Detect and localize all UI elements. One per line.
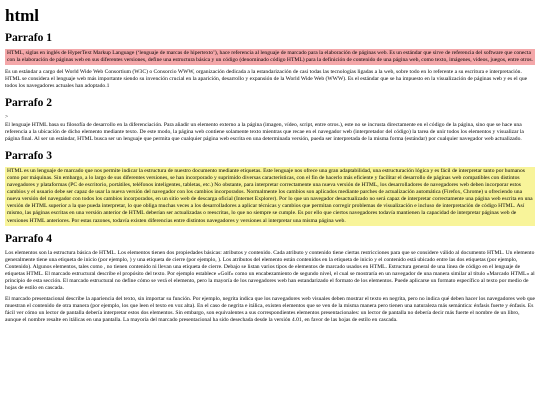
section-paragraph: El marcado presentacional describe la apariencia del texto, sin importar su función. Por ejemplo, negrita indica que los navegadores web visuales deben mostrar el texto en negrita, pero no indica qué deben hacer los navegadores web que muestran el contenido de otra manera (por ejemplo, los que leen el texto en voz alta). En el caso de negrita e itálica, existen elementos que se ven de la misma manera pero tienen una naturaleza más semántica: énfasis fuerte y énfasis. Es fácil ver cómo un lector de pantalla debería interpretar estos dos elementos. Sin embargo, son equivalentes a sus correspondientes elementos presentacionales: un lector de pantalla no debería decir más fuerte el nombre de un libro, aunque el nombre resalte en itálicas en una pantalla. La mayoría del marcado presentacional ha sido desechada desde la versión 4.01, en favor de las hojas de estilo en cascada. [5,296,535,324]
section-paragraph: Es un estándar a cargo del World Wide Web Consortium (W3C) o Consorcio WWW, organización dedicada a la estandarización de casi todas las tecnologías ligadas a la web, sobre todo en lo referente a su escritura e interpretación. HTML se considera el lenguaje web más importante siendo su invención crucial en la aparición, desarrollo y expansión de la World Wide Web (WWW). Es el estándar que se ha impuesto en la visualización de páginas web y es el que todos los navegadores actuales han adoptado.1 [5,69,528,90]
section-parrafo-2 [5,96,535,142]
section-paragraph: El lenguaje HTML basa su filosofía de desarrollo en la diferenciación. Para añadir un elemento externo a la página (imagen, vídeo, script, entre otros.), este no se incrusta directamente en el código de la página, sino que se hace una referencia a la ubicación de dicho elemento mediante texto. De este modo, la página web contiene solamente texto mientras que recae en el navegador web (interpretador del código) la tarea de unir todos los elementos y visualizar la página final. Al ser un estándar, HTML busca ser un lenguaje que permita que cualquier página web escrita en una determinada versión, pueda ser interpretada de la misma forma (estándar) por cualquier navegador web actualizado. [5,121,524,142]
section-paragraph-highlighted: HTML es un lenguaje de marcado que nos permite indicar la estructura de nuestro documento mediante etiquetas. Este lenguaje nos ofrece una gran adaptabilidad, una estructuración lógica y es fácil de interpretar tanto por humanos como por máquinas. Sin embargo, a lo largo de sus diferentes versiones, se han incorporado y suprimido diversas características, con el fin de hacerlo más eficiente y facilitar el desarrollo de páginas web compatibles con distintos navegadores y plataformas (PC de escritorio, portátiles, teléfonos inteligentes, tabletas, etc.) No obstante, para interpretar correctamente una nueva versión de HTML, los desarrolladores de navegadores web deben incorporar estos cambios y el usuario debe ser capaz de usar la nueva versión del navegador con los cambios incorporados. Normalmente los cambios son aplicados mediante parches de actualización automática (Firefox, Chrome) u ofreciendo una nueva versión del navegador con todos los cambios incorporados, en un sitio web de descarga oficial (Internet Explorer). Por lo que un navegador desactualizado no será capaz de interpretar correctamente una página web escrita en una versión de HTML superior a la que pueda interpretar, lo que obliga muchas veces a los desarrolladores a aplicar técnicas y cambios que permitan corregir problemas de visualización e incluso de interpretación de código HTML. Así mismo, las páginas escritas en una versión anterior de HTML deberían ser actualizadas o reescritas, lo que no siempre se cumple. Es por ello que ciertos navegadores todavía mantienen la capacidad de interpretar páginas web de versiones HTML anteriores. Por estas razones, todavía existen diferencias entre distintos navegadores y versiones al interpretar una misma página web. [5,167,535,226]
section-parrafo-4 [5,232,535,325]
section-heading: Parrafo 1 [5,32,52,44]
section-paragraph: Los elementos son la estructura básica de HTML. Los elementos tienen dos propiedades básicas: atributos y contenido. Cada atributo y contenido tiene ciertas restricciones para que se considere válido al documento HTML. Un elemento generalmente tiene una etiqueta de inicio (por ejemplo, ) y una etiqueta de cierre (por ejemplo, ). Los atributos del elemento están contenidos en la etiqueta de inicio y el contenido está ubicado entre las dos etiquetas (por ejemplo, Contenido). Algunos elementos, tales como , no tienen contenido ni llevan una etiqueta de cierre. Debajo se listan varios tipos de elementos de marcado usados en HTML. Estructura general de una línea de código en el lenguaje de etiquetas HTML. El marcado estructural describe el propósito del texto. Por ejemplo establece «Golf» como un encabezamiento de segundo nivel, el cual se mostraría en un navegador de una manera similar al título «Marcado HTML» al principio de esta sección. El marcado estructural no define cómo se verá el elemento, pero la mayoría de los navegadores web han estandarizado el formato de los elementos. Puede aplicarse un formato específico al texto por medio de hojas de estilo en cascada. [5,249,535,292]
section-parrafo-3 [5,149,535,226]
quote-marker: > [5,114,9,121]
section-parrafo-1 [5,31,535,90]
section-heading: Parrafo 4 [5,232,52,245]
section-paragraph-highlighted: HTML, siglas en inglés de HyperText Markup Language (‘lenguaje de marcas de hipertexto’), hace referencia al lenguaje de marcado para la elaboración de páginas web. Es un estándar que sirve de referencia del software que conecta con la elaboración de páginas web en sus diferentes versiones, define una estructura básica y un código (denominado código HTML) para la definición de contenido de una página web, como texto, imágenes, videos, juegos, entre otros. [5,49,535,65]
page-title: html [5,6,39,25]
section-heading: Parrafo 2 [5,97,52,110]
section-heading: Parrafo 3 [5,149,52,162]
